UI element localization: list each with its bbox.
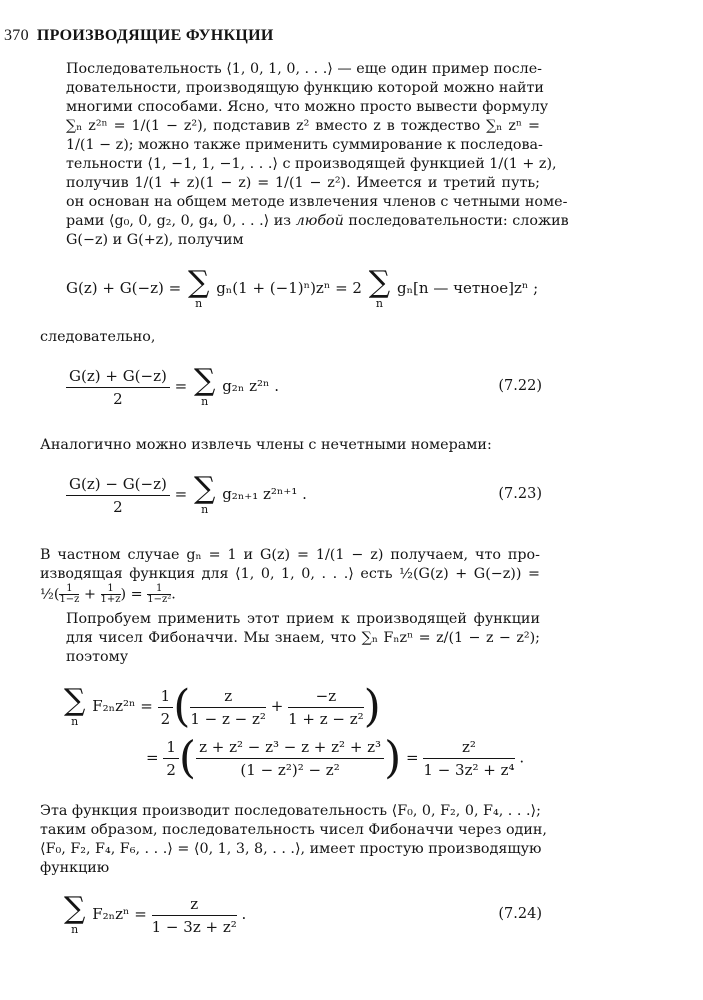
denominator: 1−z — [59, 594, 80, 605]
numerator: −z — [288, 687, 364, 708]
denominator: 2 — [113, 389, 123, 408]
numerator: G(z) − G(−z) — [66, 475, 170, 496]
denominator: 2 — [160, 709, 171, 728]
denominator: 1 − 3z + z² — [151, 917, 237, 936]
denominator: 2 — [113, 497, 123, 516]
equation-number: (7.23) — [498, 486, 542, 502]
eq-lhs: F₂ₙz²ⁿ = — [92, 697, 153, 715]
small-fraction — [147, 584, 171, 605]
text-line: получив 1/(1 + z)(1 − z) = 1/(1 − z²). Имеется и третий путь; — [66, 175, 540, 191]
text-line: В частном случае gₙ = 1 и G(z) = 1/(1 − z) получаем, что про- — [40, 547, 540, 563]
paragraph-odd — [40, 436, 540, 455]
small-fraction — [59, 584, 79, 605]
text-line: Попробуем применить этот прием к производящей функции — [66, 611, 540, 627]
numerator: 1 — [101, 584, 121, 595]
period: . — [519, 748, 525, 767]
page-number: 370 — [4, 27, 29, 44]
left-paren: ( — [173, 681, 191, 732]
fraction — [66, 475, 170, 516]
text-line: таким образом, последовательность чисел Фибоначчи через один, — [40, 822, 547, 838]
sigma-glyph: ∑ — [194, 471, 216, 506]
paragraph-sequence — [40, 802, 547, 878]
denominator: 1 + z − z² — [288, 709, 364, 728]
equals-sign: = — [174, 377, 188, 395]
text-line: он основан на общем методе извлечения членов с четными номе- — [66, 194, 568, 210]
equals-sign: = — [174, 485, 188, 503]
sigma-glyph: ∑ — [187, 265, 210, 300]
fraction — [288, 687, 364, 728]
text-line: поэтому — [66, 649, 129, 665]
numerator: 1 — [147, 584, 171, 595]
text-fragment: ½( — [40, 586, 60, 603]
fraction-half — [163, 738, 179, 779]
numerator: 1 — [59, 584, 79, 595]
sum-index: n — [375, 297, 384, 310]
small-fraction — [101, 584, 121, 605]
numerator: z — [190, 687, 266, 708]
eq-rhs: g₂ₙ z²ⁿ . — [222, 377, 280, 395]
text-line — [40, 212, 569, 231]
sum-index: n — [201, 395, 209, 408]
text-line: ⟨F₀, F₂, F₄, F₆, . . .⟩ = ⟨0, 1, 3, 8, . . .⟩, имеет простую производящую — [40, 841, 542, 857]
emphasis-text: любой — [295, 213, 344, 229]
running-head — [4, 26, 274, 45]
numerator: z + z² − z³ − z + z² + z³ — [196, 738, 384, 759]
left-paren: ( — [178, 732, 197, 784]
text-line: следовательно, — [40, 329, 156, 345]
text-line: G(−z) и G(+z), получим — [66, 232, 244, 248]
paragraph-special-case — [40, 546, 540, 605]
text-line: Эта функция производит последовательность ⟨F₀, 0, F₂, 0, F₄, . . .⟩; — [40, 803, 541, 819]
equation-number: (7.22) — [498, 378, 542, 394]
eq-rhs: g₂ₙ₊₁ z²ⁿ⁺¹ . — [222, 485, 307, 503]
text-line: Последовательность ⟨1, 0, 1, 0, . . .⟩ — еще один пример после- — [66, 61, 543, 77]
text-fragment: . — [171, 586, 176, 603]
chapter-title: ПРОИЗВОДЯЩИЕ ФУНКЦИИ — [36, 27, 274, 44]
denominator: 1+z — [100, 594, 121, 605]
text-fragment: рами ⟨g₀, 0, g₂, 0, g₄, 0, . . .⟩ из — [66, 213, 292, 229]
text-fragment: последовательности: сложив — [343, 213, 569, 229]
paragraph-therefore — [40, 328, 540, 347]
equals-sign: = — [406, 748, 419, 767]
fraction — [152, 895, 237, 936]
sum-symbol — [64, 891, 86, 936]
eq-rhs: gₙ[n — четное]zⁿ ; — [396, 279, 539, 297]
text-fragment: ) = — [120, 586, 143, 603]
plus-sign: + — [270, 697, 284, 715]
numerator: G(z) + G(−z) — [66, 367, 170, 388]
text-line: для чисел Фибоначчи. Мы знаем, что ∑ₙ Fₙzⁿ = z/(1 − z − z²); — [66, 630, 540, 646]
text-line: 1/(1 − z); можно также применить суммирование к последова- — [66, 137, 543, 153]
text-line: Аналогично можно извлечь члены с нечетными номерами: — [40, 437, 492, 453]
sum-symbol — [187, 265, 210, 310]
sum-symbol — [194, 363, 216, 408]
text-line: довательности, производящую функцию которой можно найти — [66, 80, 544, 96]
equation-number: (7.24) — [498, 906, 542, 922]
text-line: тельности ⟨1, −1, 1, −1, . . .⟩ с производящей функцией 1/(1 + z), — [66, 156, 557, 172]
numerator: 1 — [158, 687, 174, 708]
fraction — [190, 687, 266, 728]
sum-symbol — [368, 265, 391, 310]
equation-7-23 — [66, 471, 307, 516]
equation-even-extraction — [66, 265, 539, 310]
eq-middle: gₙ(1 + (−1)ⁿ)zⁿ = 2 — [216, 279, 362, 297]
equation-fibonacci-line2 — [146, 732, 525, 784]
text-line: многими способами. Ясно, что можно просто вывести формулу — [66, 99, 549, 115]
sum-symbol — [194, 471, 216, 516]
sum-index: n — [71, 715, 79, 728]
fraction-half — [158, 687, 174, 728]
denominator: 1 − 3z² + z⁴ — [423, 761, 515, 779]
sigma-glyph: ∑ — [64, 683, 86, 718]
denominator: 1−z² — [147, 594, 172, 605]
fraction — [423, 738, 514, 779]
text-line: ½( $\frac{1}{1-z}$ + $\frac{1}{1+z}$ ) = $\frac{1}{\text{1−z²}}$ . — [40, 583, 176, 605]
sum-index: n — [195, 297, 203, 310]
eq-lhs: G(z) + G(−z) = — [66, 279, 182, 297]
sum-index: n — [201, 503, 209, 516]
denominator: (1 − z²)² − z² — [240, 761, 340, 779]
text-line: функцию — [40, 860, 110, 876]
equation-7-24 — [62, 891, 247, 936]
sigma-glyph: ∑ — [64, 891, 86, 926]
equation-7-22 — [66, 363, 280, 408]
equation-fibonacci-line1 — [62, 681, 381, 732]
sigma-glyph: ∑ — [368, 265, 391, 300]
sum-symbol — [64, 683, 86, 728]
period: . — [241, 905, 247, 923]
fraction — [196, 738, 384, 779]
paragraph-fibonacci — [40, 610, 540, 667]
numerator: z — [152, 895, 237, 916]
numerator: 1 — [163, 738, 179, 759]
text-line: ∑ₙ z²ⁿ = 1/(1 − z²), подставив z² вместо z в тождество ∑ₙ zⁿ = — [66, 118, 540, 134]
numerator: z² — [423, 738, 514, 759]
text-line: изводящая функция для ⟨1, 0, 1, 0, . . .⟩ есть ½(G(z) + G(−z)) = — [40, 566, 540, 582]
fraction — [66, 367, 170, 408]
sigma-glyph: ∑ — [194, 363, 216, 398]
paragraph-intro — [40, 60, 569, 250]
denominator: 1 − z − z² — [190, 709, 266, 728]
right-paren: ) — [363, 681, 381, 732]
equals-sign: = — [146, 748, 159, 767]
sum-index: n — [71, 923, 79, 936]
eq-lhs: F₂ₙzⁿ = — [92, 905, 147, 923]
right-paren: ) — [384, 732, 402, 784]
denominator: 2 — [166, 761, 176, 779]
